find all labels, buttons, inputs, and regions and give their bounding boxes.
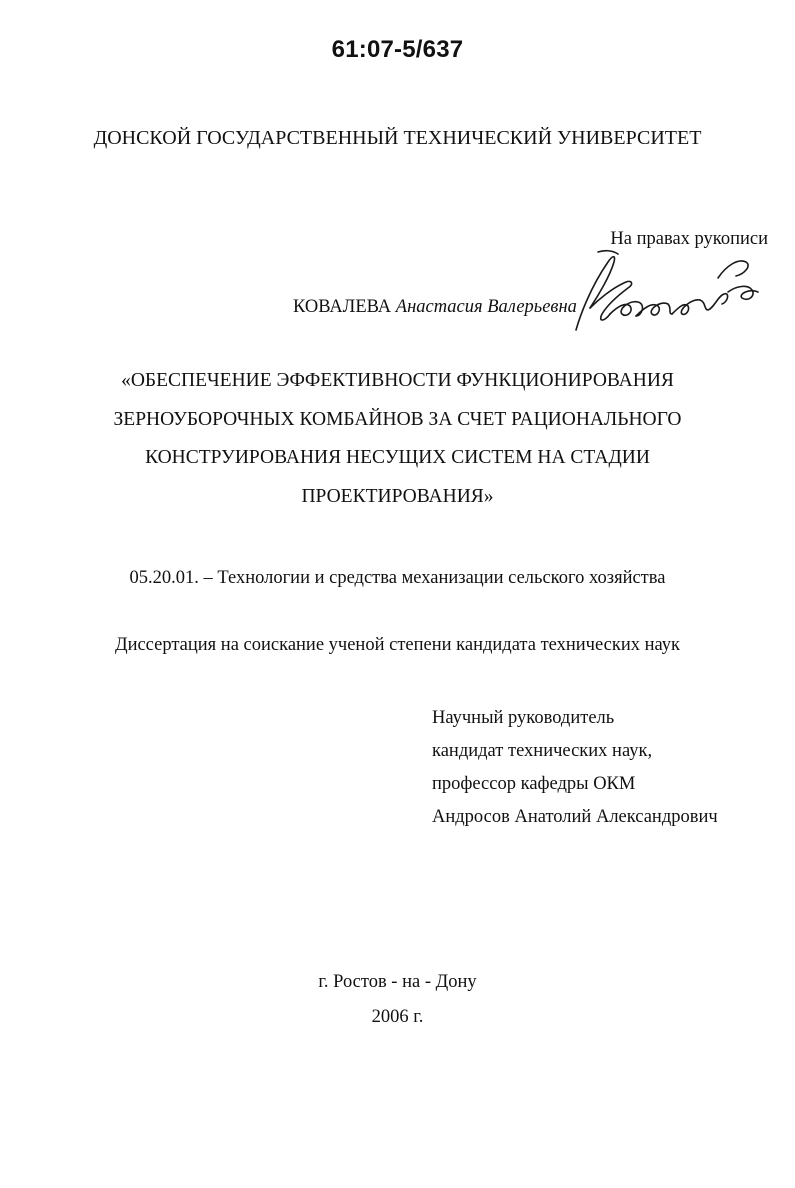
city: г. Ростов - на - Дону (318, 972, 477, 992)
specialty-code: 05.20.01. – Технологии и средства механизации сельского хозяйства (129, 568, 666, 588)
degree-statement: Диссертация на соискание ученой степени кандидата технических наук (114, 635, 681, 655)
author-signature (568, 248, 768, 338)
title-line: ЗЕРНОУБОРОЧНЫХ КОМБАЙНОВ ЗА СЧЕТ РАЦИОНАЛЬНОГО (113, 408, 682, 430)
scientific-advisor (432, 702, 718, 834)
year: 2006 г. (371, 1007, 424, 1027)
title-line: ПРОЕКТИРОВАНИЯ» (301, 485, 494, 507)
author-name (293, 297, 577, 318)
advisor-line: кандидат технических наук, (432, 741, 653, 761)
author-given-names: Анастасия Валерьевна (395, 297, 577, 317)
archive-stamp-code: 61:07-5/637 (331, 36, 464, 63)
advisor-line: Научный руководитель (432, 708, 615, 728)
manuscript-rights-note: На правах рукописи (610, 229, 768, 249)
advisor-line: профессор кафедры ОКМ (432, 774, 636, 794)
advisor-line: Андросов Анатолий Александрович (432, 807, 718, 827)
title-line: «ОБЕСПЕЧЕНИЕ ЭФФЕКТИВНОСТИ ФУНКЦИОНИРОВАНИЯ (121, 370, 674, 391)
author-surname: КОВАЛЕВА (293, 297, 392, 317)
title-line: КОНСТРУИРОВАНИЯ НЕСУЩИХ СИСТЕМ НА СТАДИИ (145, 447, 650, 468)
dissertation-title (0, 362, 795, 516)
university-name: ДОНСКОЙ ГОСУДАРСТВЕННЫЙ ТЕХНИЧЕСКИЙ УНИВЕРСИТЕТ (93, 127, 702, 149)
